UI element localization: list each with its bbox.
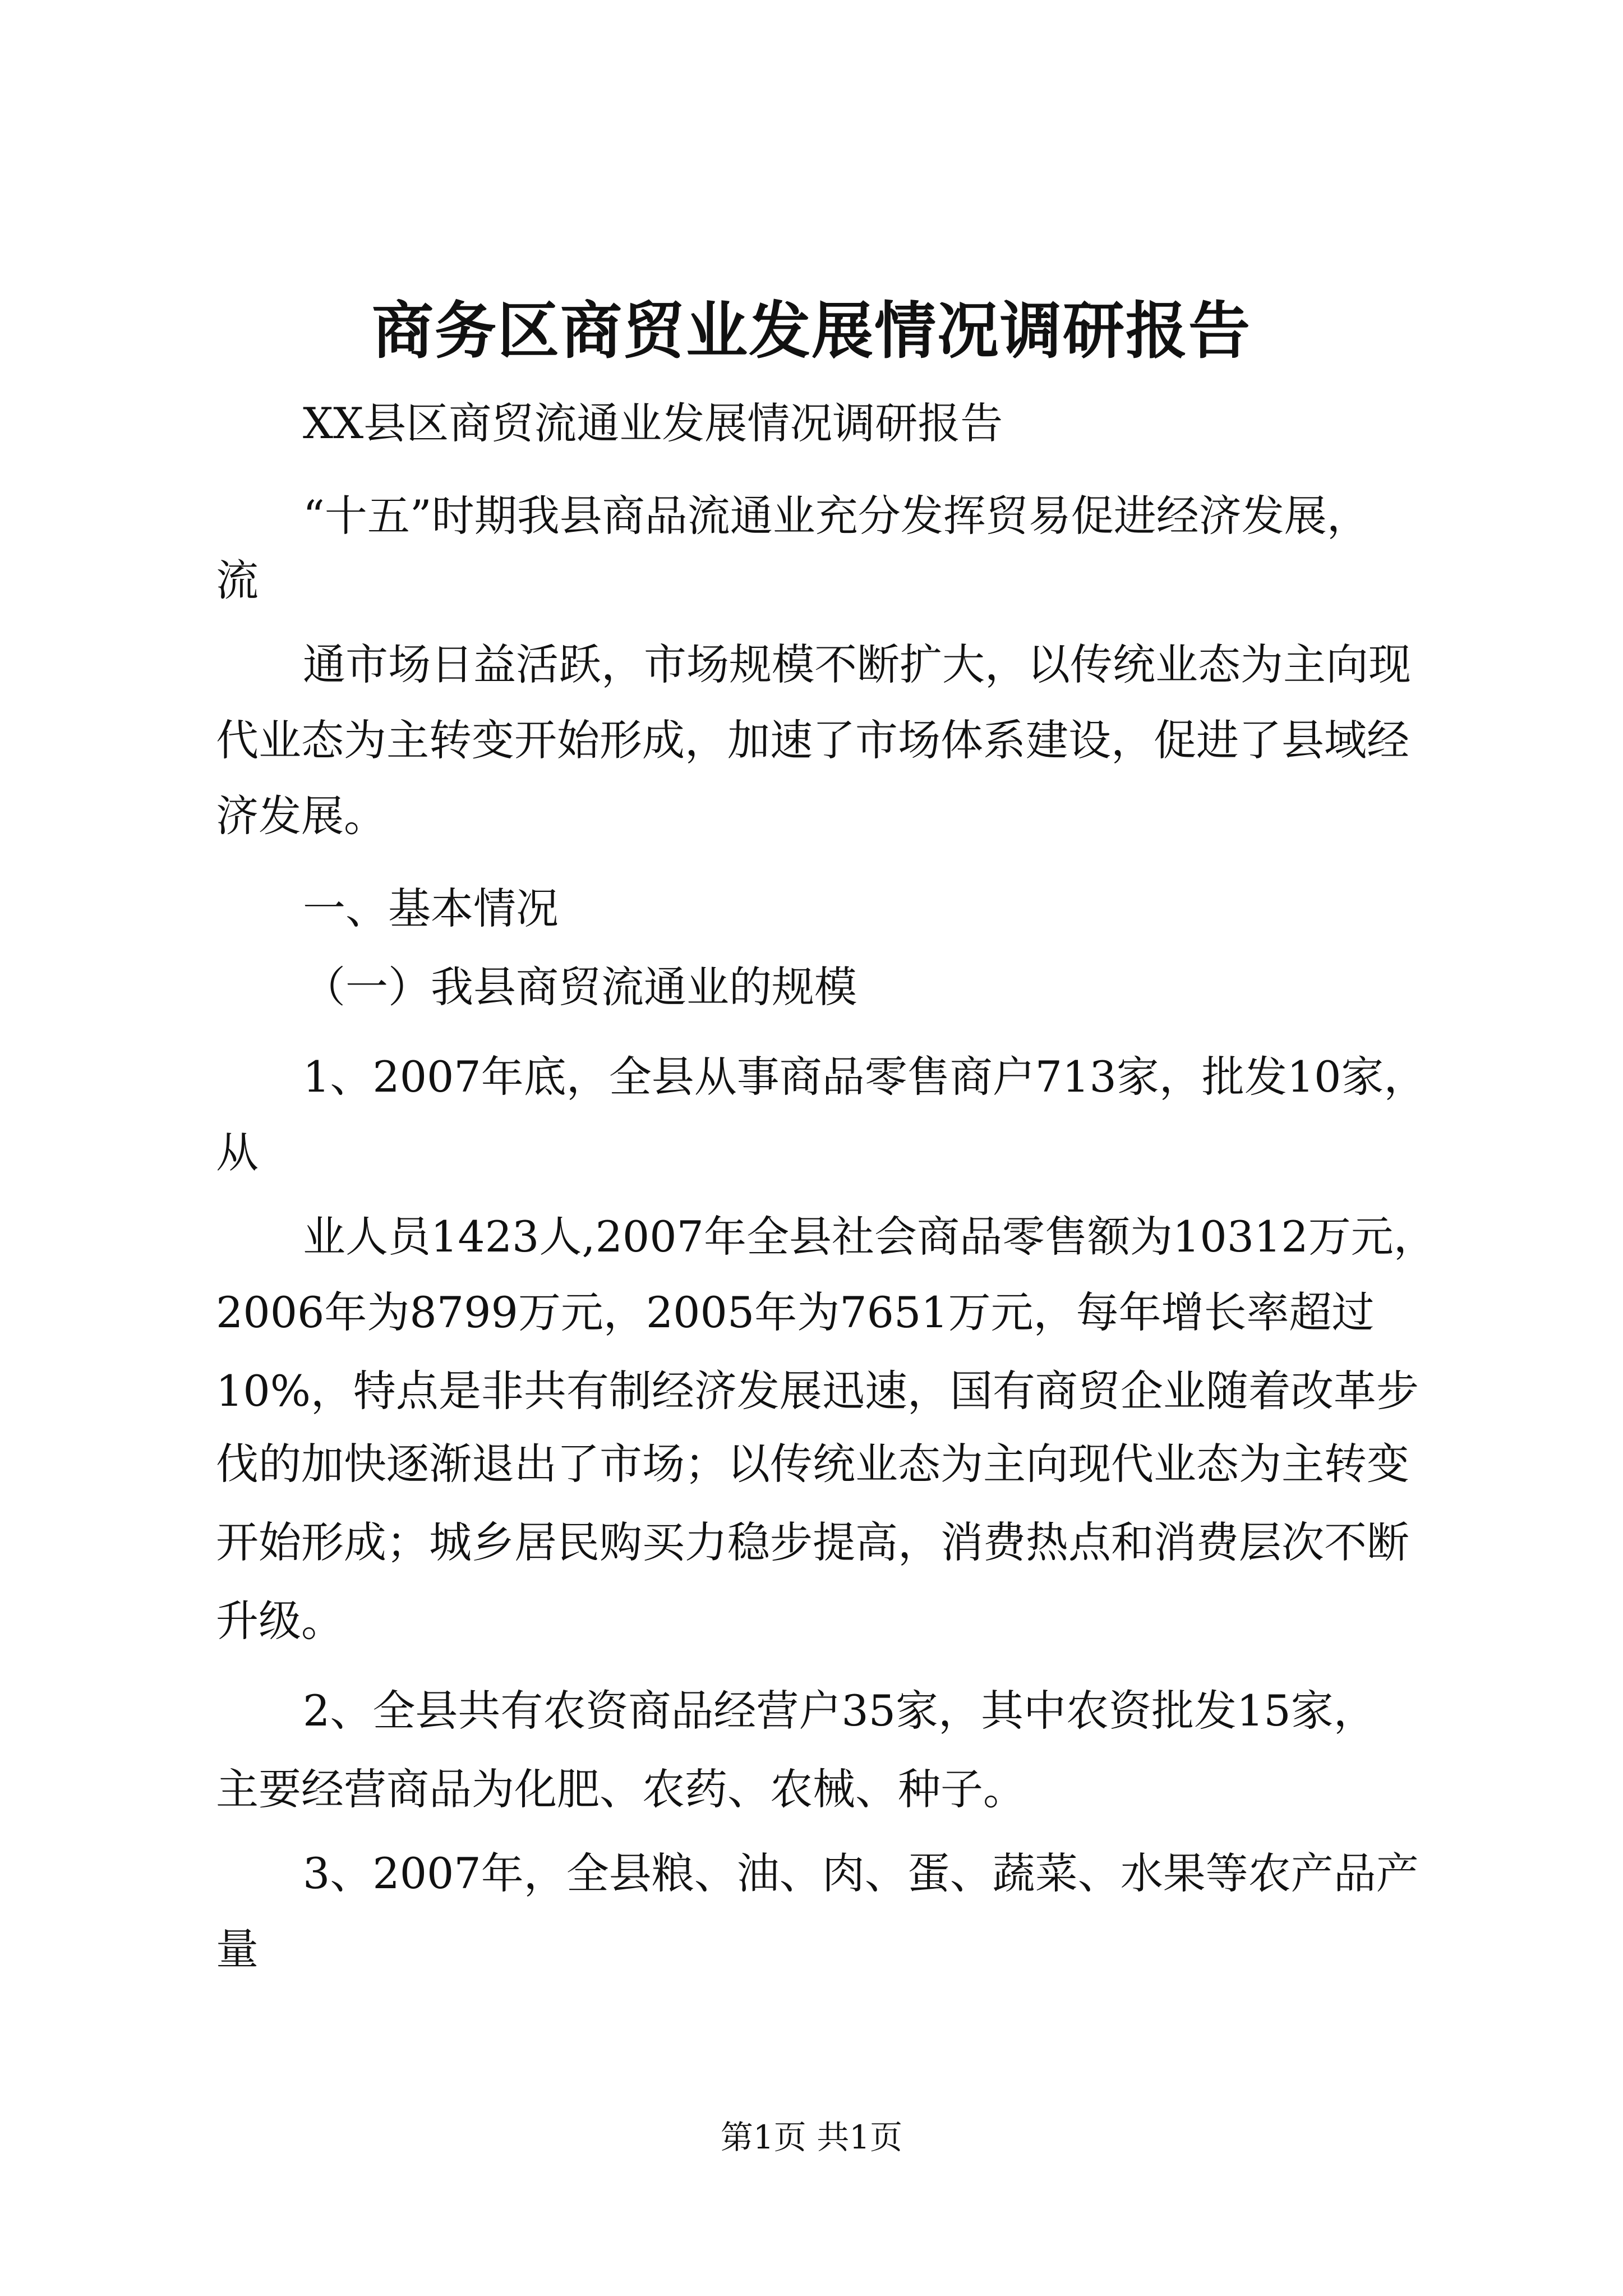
paragraph-line: 量 (216, 1924, 259, 1974)
paragraph-line: 代业态为主转变开始形成，加速了市场体系建设，促进了县域经 (216, 715, 1409, 765)
paragraph-line: 主要经营商品为化肥、农药、农械、种子。 (216, 1764, 1026, 1814)
document-title: 商务区商贸业发展情况调研报告 (372, 295, 1251, 367)
paragraph-line: 济发展。 (216, 791, 386, 841)
paragraph-line: 10%，特点是非共有制经济发展迅速，国有商贸企业随着改革步 (216, 1366, 1419, 1416)
paragraph-line: 业人员1423人,2007年全县社会商品零售额为10312万元， (303, 1212, 1436, 1262)
paragraph-line: 从 (216, 1128, 259, 1177)
paragraph-line: 流 (216, 555, 259, 605)
paragraph-line: XX县区商贸流通业发展情况调研报告 (303, 398, 1003, 448)
paragraph-line: 升级。 (216, 1596, 344, 1646)
paragraph-line: 1、2007年底，全县从事商品零售商户713家，批发10家， (303, 1052, 1427, 1102)
paragraph-line: 2、全县共有农资商品经营户35家，其中农资批发15家， (303, 1686, 1376, 1736)
subsection-heading: （一）我县商贸流通业的规模 (303, 962, 857, 1012)
paragraph-line: 3、2007年，全县粮、油、肉、蛋、蔬菜、水果等农产品产 (303, 1848, 1419, 1898)
page-footer: 第1页 共1页 (720, 2118, 903, 2156)
section-heading: 一、基本情况 (303, 884, 559, 933)
paragraph-line: 开始形成；城乡居民购买力稳步提高，消费热点和消费层次不断 (216, 1517, 1409, 1567)
paragraph-line: 2006年为8799万元，2005年为7651万元，每年增长率超过 (216, 1287, 1375, 1337)
paragraph-line: 伐的加快逐渐退出了市场；以传统业态为主向现代业态为主转变 (216, 1439, 1409, 1489)
paragraph-line: 通市场日益活跃，市场规模不断扩大，以传统业态为主向现 (303, 639, 1411, 689)
paragraph-line: “十五”时期我县商品流通业充分发挥贸易促进经济发展， (303, 491, 1370, 541)
